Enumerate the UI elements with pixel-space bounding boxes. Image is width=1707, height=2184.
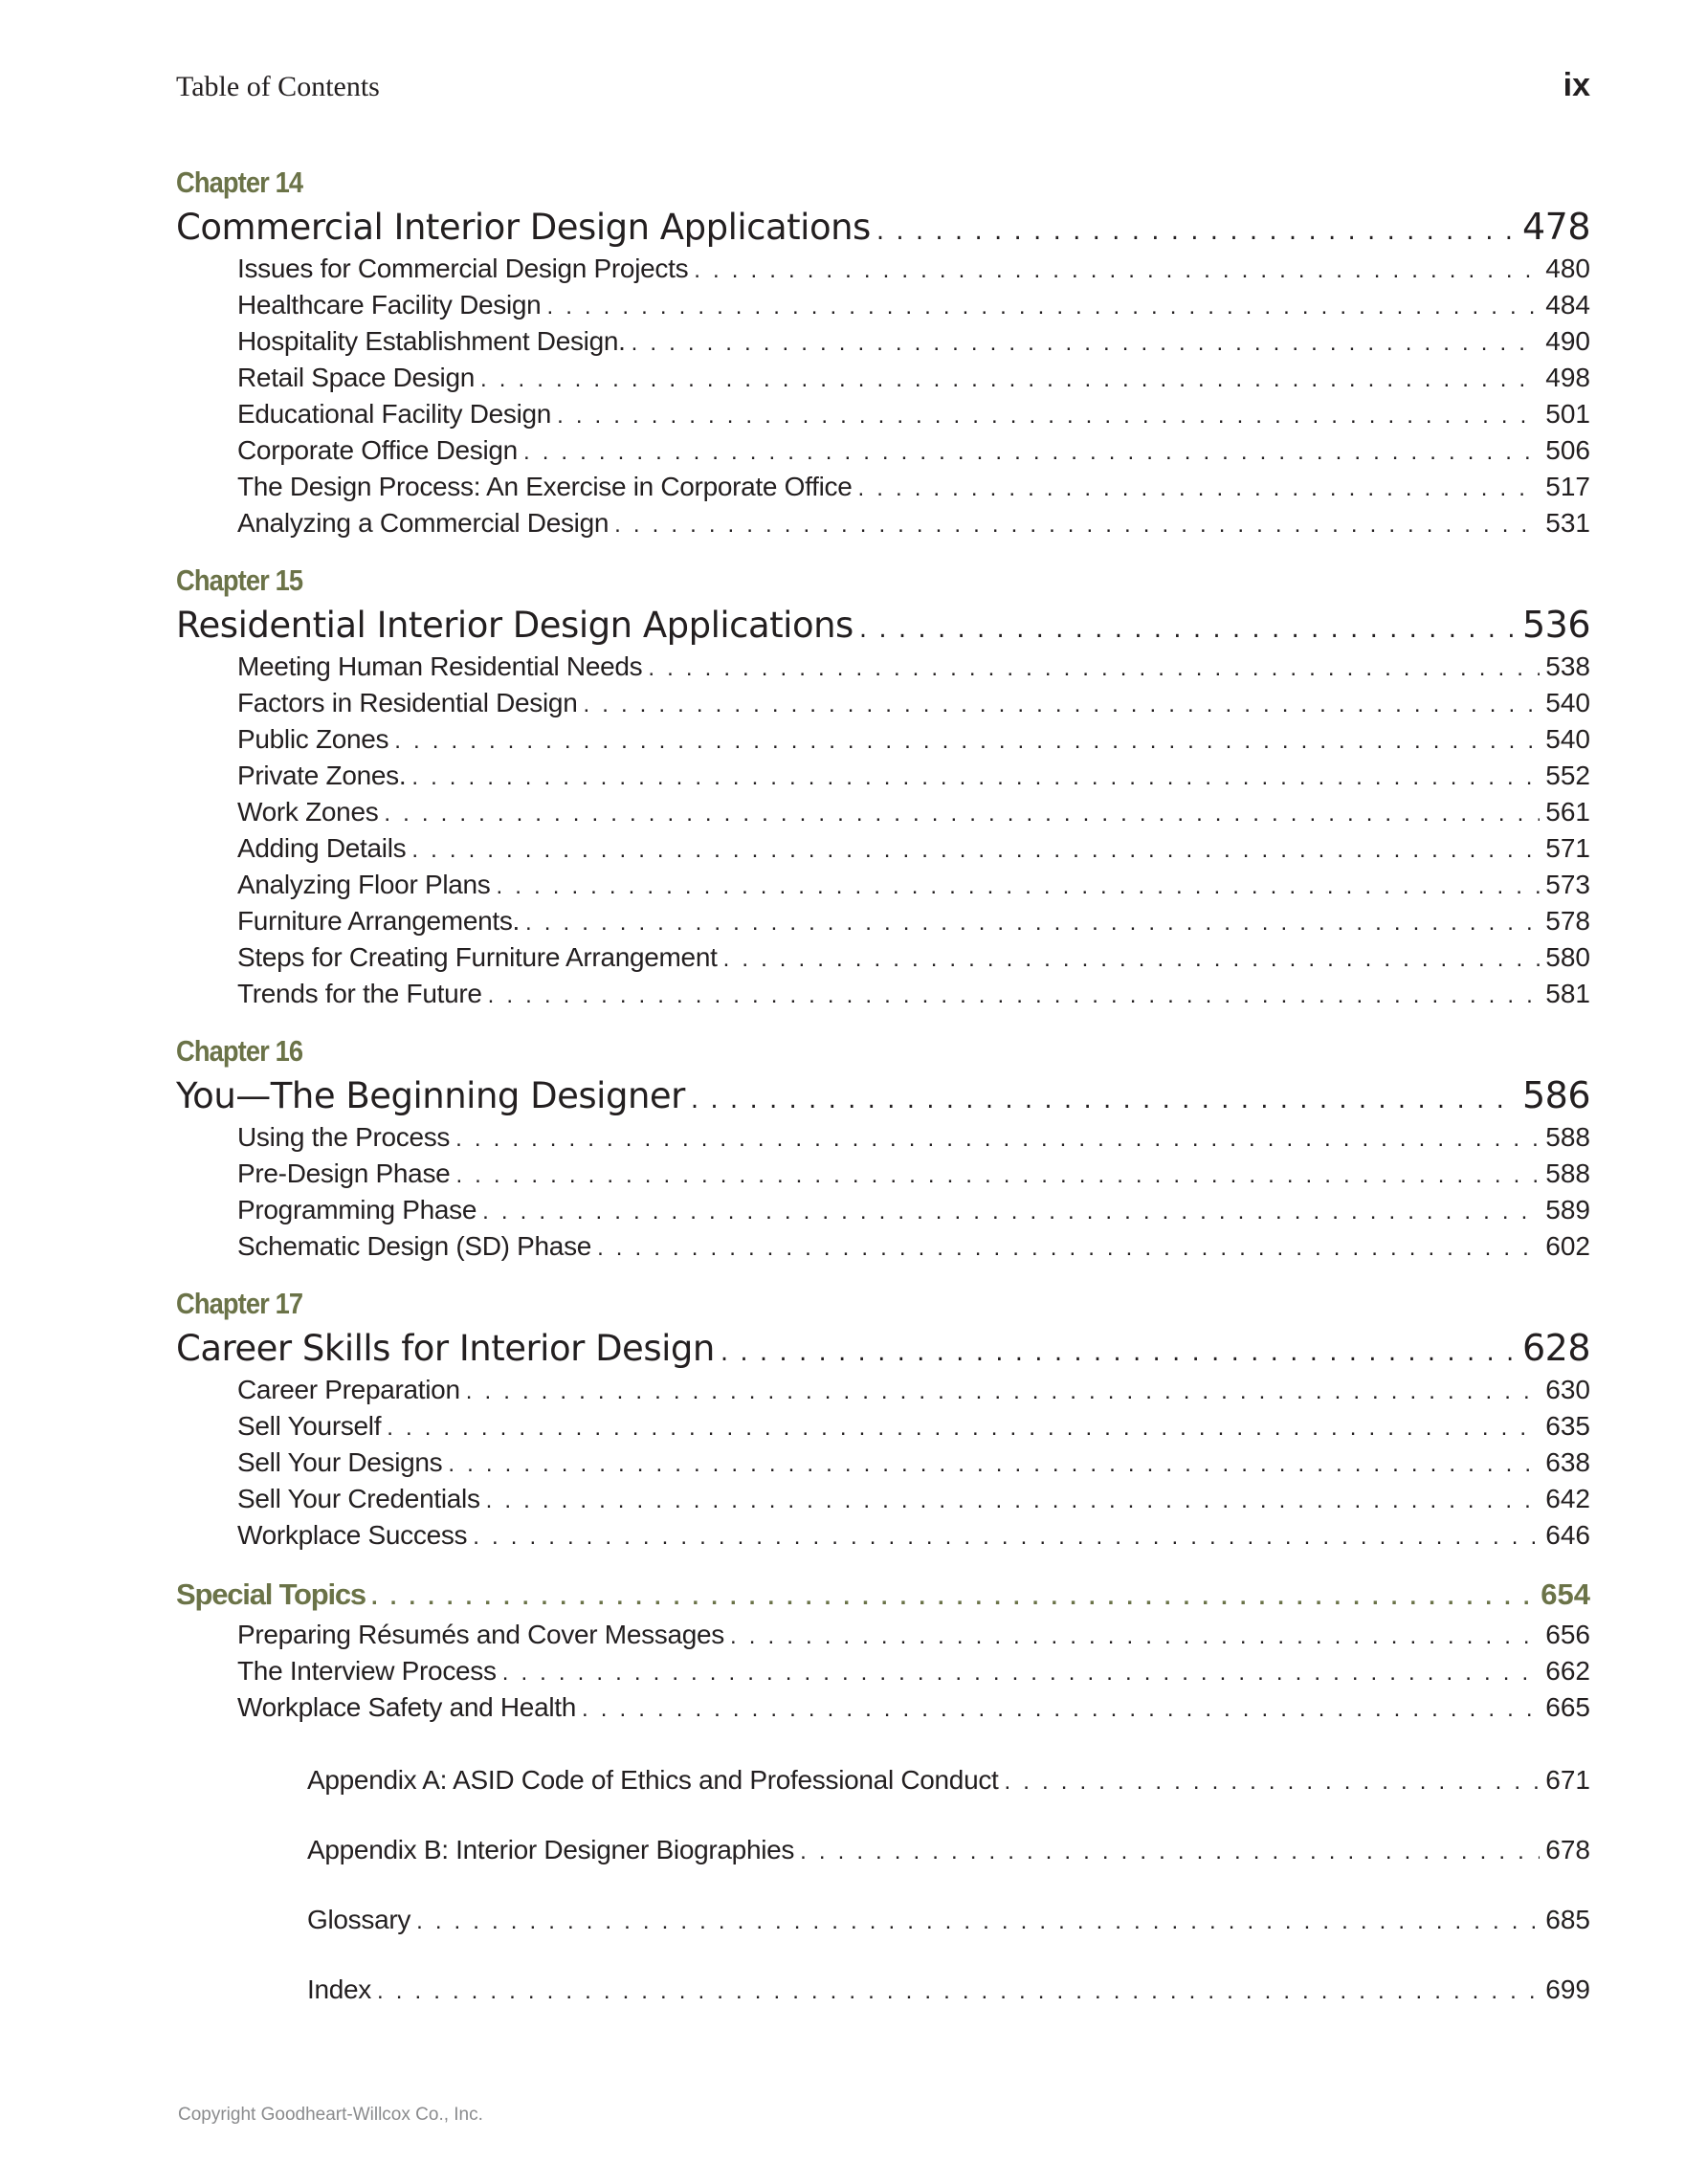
toc-entry[interactable] xyxy=(176,1689,1590,1726)
dot-leader xyxy=(371,1576,1535,1620)
entry-label: Public Zones xyxy=(237,724,389,754)
entry-label: Meeting Human Residential Needs xyxy=(237,651,643,681)
dot-leader xyxy=(384,796,1540,832)
dot-leader xyxy=(1005,1747,1541,1817)
entry-page-number: 678 xyxy=(1545,1835,1590,1864)
entry-label: Schematic Design (SD) Phase xyxy=(237,1231,592,1261)
chapter-title: Residential Interior Design Applications xyxy=(176,605,854,646)
copyright-footer: Copyright Goodheart-Willcox Co., Inc. xyxy=(178,2105,483,2125)
entry-page-number: 685 xyxy=(1545,1905,1590,1934)
toc-entry[interactable] xyxy=(176,469,1590,505)
dot-leader xyxy=(859,606,1517,653)
dot-leader xyxy=(411,832,1540,869)
toc-entry[interactable] xyxy=(176,1517,1590,1554)
toc-entry[interactable] xyxy=(176,649,1590,685)
toc-entry[interactable] xyxy=(176,830,1590,867)
entry-page-number: 662 xyxy=(1545,1656,1590,1686)
entry-page-number: 490 xyxy=(1545,326,1590,356)
toc-entry[interactable] xyxy=(176,432,1590,469)
dot-leader xyxy=(448,1446,1540,1483)
chapter-14-block xyxy=(176,163,1590,541)
running-head: Table of Contents xyxy=(176,71,380,102)
entry-label: Furniture Arrangements. xyxy=(237,906,521,936)
entry-label: Using the Process xyxy=(237,1122,451,1152)
toc-entry[interactable] xyxy=(176,976,1590,1012)
dot-leader xyxy=(723,941,1541,978)
dot-leader xyxy=(583,687,1540,723)
backmatter-block xyxy=(176,1745,1590,2024)
entry-page-number: 646 xyxy=(1545,1520,1590,1550)
entry-page-number: 531 xyxy=(1545,508,1590,538)
entry-page-number: 571 xyxy=(1545,833,1590,863)
chapter-page-number: 628 xyxy=(1521,1327,1590,1369)
toc-entry[interactable] xyxy=(176,867,1590,903)
entry-label: Private Zones. xyxy=(237,761,407,790)
entry-page-number: 665 xyxy=(1545,1692,1590,1722)
chapter-16-block xyxy=(176,1031,1590,1265)
dot-leader xyxy=(557,398,1540,434)
dot-leader xyxy=(523,434,1540,471)
toc-entry[interactable] xyxy=(176,794,1590,830)
toc-entry[interactable] xyxy=(176,287,1590,323)
entry-page-number: 671 xyxy=(1545,1765,1590,1795)
entry-page-number: 480 xyxy=(1545,254,1590,283)
entry-page-number: 656 xyxy=(1545,1620,1590,1649)
toc-entry[interactable] xyxy=(176,721,1590,758)
entry-page-number: 538 xyxy=(1545,651,1590,681)
dot-leader xyxy=(582,1691,1540,1728)
toc-entry[interactable] xyxy=(176,1156,1590,1192)
special-topics-title: Special Topics xyxy=(176,1577,366,1611)
entry-label: Trends for the Future xyxy=(237,979,482,1008)
entry-label: Healthcare Facility Design xyxy=(237,290,542,320)
dot-leader xyxy=(597,1230,1540,1267)
toc-entry[interactable] xyxy=(176,360,1590,396)
dot-leader xyxy=(694,253,1540,289)
chapter-label: Chapter 14 xyxy=(176,165,303,199)
chapter-label: Chapter 17 xyxy=(176,1287,303,1320)
entry-label: Corporate Office Design xyxy=(237,435,518,465)
entry-page-number: 635 xyxy=(1545,1411,1590,1441)
chapter-label: Chapter 15 xyxy=(176,563,303,597)
entry-page-number: 552 xyxy=(1545,761,1590,790)
entry-label: Steps for Creating Furniture Arrangement xyxy=(237,942,718,972)
dot-leader xyxy=(416,1886,1540,1956)
entry-label: Glossary xyxy=(307,1905,411,1934)
entry-page-number: 580 xyxy=(1545,942,1590,972)
toc-entry[interactable] xyxy=(176,396,1590,432)
entry-page-number: 506 xyxy=(1545,435,1590,465)
chapter-title: Career Skills for Interior Design xyxy=(176,1328,715,1369)
dot-leader xyxy=(455,1158,1540,1194)
entry-page-number: 602 xyxy=(1545,1231,1590,1261)
entry-page-number: 501 xyxy=(1545,399,1590,429)
dot-leader xyxy=(614,507,1540,543)
entry-label: Analyzing Floor Plans xyxy=(237,870,491,899)
dot-leader xyxy=(546,289,1540,325)
entry-label: Pre-Design Phase xyxy=(237,1158,451,1188)
dot-leader xyxy=(648,651,1540,687)
dot-leader xyxy=(525,905,1540,941)
entry-page-number: 498 xyxy=(1545,363,1590,392)
backmatter-entry-appendix-a[interactable] xyxy=(176,1745,1590,1815)
toc-entry[interactable] xyxy=(176,323,1590,360)
toc-entry[interactable] xyxy=(176,1653,1590,1689)
entry-label: Retail Space Design xyxy=(237,363,475,392)
entry-page-number: 573 xyxy=(1545,870,1590,899)
backmatter-entry-appendix-b[interactable] xyxy=(176,1815,1590,1885)
entry-page-number: 517 xyxy=(1545,472,1590,501)
dot-leader xyxy=(800,1817,1540,1886)
entry-label: Programming Phase xyxy=(237,1195,477,1224)
backmatter-entry-glossary[interactable] xyxy=(176,1885,1590,1954)
chapter-title: Commercial Interior Design Applications xyxy=(176,207,871,248)
chapter-page-number: 586 xyxy=(1521,1074,1590,1116)
chapter-title-entry[interactable] xyxy=(176,601,1590,649)
entry-page-number: 540 xyxy=(1545,724,1590,754)
toc-entry[interactable] xyxy=(176,505,1590,541)
dot-leader xyxy=(502,1655,1541,1691)
entry-label: Factors in Residential Design xyxy=(237,688,578,717)
entry-label: The Design Process: An Exercise in Corporate Office xyxy=(237,472,853,501)
entry-page-number: 588 xyxy=(1545,1158,1590,1188)
entry-label: Hospitality Establishment Design. xyxy=(237,326,626,356)
dot-leader xyxy=(497,869,1541,905)
toc-entry[interactable] xyxy=(176,1372,1590,1408)
entry-page-number: 561 xyxy=(1545,797,1590,827)
dot-leader xyxy=(480,362,1540,398)
dot-leader xyxy=(857,471,1540,507)
entry-page-number: 589 xyxy=(1545,1195,1590,1224)
toc-entry[interactable] xyxy=(176,685,1590,721)
dot-leader xyxy=(482,1194,1540,1230)
toc-entry[interactable] xyxy=(176,758,1590,794)
dot-leader xyxy=(387,1410,1540,1446)
toc-entry[interactable] xyxy=(176,1228,1590,1265)
backmatter-entry-index[interactable] xyxy=(176,1954,1590,2024)
toc-entry[interactable] xyxy=(176,1617,1590,1653)
dot-leader xyxy=(730,1619,1540,1655)
entry-label: Preparing Résumés and Cover Messages xyxy=(237,1620,725,1649)
entry-label: Workplace Success xyxy=(237,1520,468,1550)
entry-page-number: 642 xyxy=(1545,1484,1590,1513)
entry-page-number: 540 xyxy=(1545,688,1590,717)
dot-leader xyxy=(411,760,1540,796)
dot-leader xyxy=(632,325,1541,362)
dot-leader xyxy=(691,1076,1517,1124)
toc-entry[interactable] xyxy=(176,1481,1590,1517)
dot-leader xyxy=(486,1483,1541,1519)
entry-label: Sell Your Credentials xyxy=(237,1484,480,1513)
entry-label: Career Preparation xyxy=(237,1375,460,1404)
special-topics-page-number: 654 xyxy=(1541,1577,1590,1611)
chapter-17-block xyxy=(176,1284,1590,1554)
entry-label: Workplace Safety and Health xyxy=(237,1692,577,1722)
chapter-page-number: 478 xyxy=(1521,206,1590,248)
entry-label: Appendix A: ASID Code of Ethics and Professional Conduct xyxy=(307,1765,999,1795)
entry-page-number: 638 xyxy=(1545,1447,1590,1477)
toc-entry[interactable] xyxy=(176,1408,1590,1445)
entry-page-number: 699 xyxy=(1545,1974,1590,2004)
toc-entry[interactable] xyxy=(176,251,1590,287)
entry-page-number: 578 xyxy=(1545,906,1590,936)
entry-label: Issues for Commercial Design Projects xyxy=(237,254,689,283)
entry-page-number: 630 xyxy=(1545,1375,1590,1404)
toc-entry[interactable] xyxy=(176,1192,1590,1228)
table-of-contents xyxy=(176,163,1590,2024)
chapter-title-entry[interactable] xyxy=(176,1071,1590,1119)
toc-entry[interactable] xyxy=(176,1119,1590,1156)
dot-leader xyxy=(488,978,1541,1014)
chapter-page-number: 536 xyxy=(1521,604,1590,646)
entry-label: Adding Details xyxy=(237,833,407,863)
dot-leader xyxy=(377,1956,1540,2026)
entry-label: Sell Your Designs xyxy=(237,1447,443,1477)
entry-label: Work Zones xyxy=(237,797,379,827)
chapter-title: You—The Beginning Designer xyxy=(176,1075,685,1116)
dot-leader xyxy=(455,1121,1540,1158)
dot-leader xyxy=(394,723,1540,760)
entry-label: Educational Facility Design xyxy=(237,399,552,429)
entry-label: Appendix B: Interior Designer Biographies xyxy=(307,1835,795,1864)
entry-page-number: 588 xyxy=(1545,1122,1590,1152)
entry-page-number: 484 xyxy=(1545,290,1590,320)
page-number-folio: ix xyxy=(1563,67,1590,103)
dot-leader xyxy=(473,1519,1540,1555)
entry-label: Index xyxy=(307,1974,371,2004)
chapter-label: Chapter 16 xyxy=(176,1034,303,1068)
special-topics-entry[interactable] xyxy=(176,1573,1590,1617)
dot-leader xyxy=(876,208,1517,255)
chapter-title-entry[interactable] xyxy=(176,1324,1590,1372)
toc-entry[interactable] xyxy=(176,903,1590,939)
chapter-title-entry[interactable] xyxy=(176,203,1590,251)
chapter-15-block xyxy=(176,561,1590,1012)
special-topics-block xyxy=(176,1573,1590,1726)
entry-label: Sell Yourself xyxy=(237,1411,382,1441)
dot-leader xyxy=(720,1329,1517,1377)
toc-entry[interactable] xyxy=(176,939,1590,976)
entry-label: The Interview Process xyxy=(237,1656,497,1686)
dot-leader xyxy=(466,1374,1541,1410)
entry-label: Analyzing a Commercial Design xyxy=(237,508,610,538)
toc-entry[interactable] xyxy=(176,1445,1590,1481)
entry-page-number: 581 xyxy=(1545,979,1590,1008)
